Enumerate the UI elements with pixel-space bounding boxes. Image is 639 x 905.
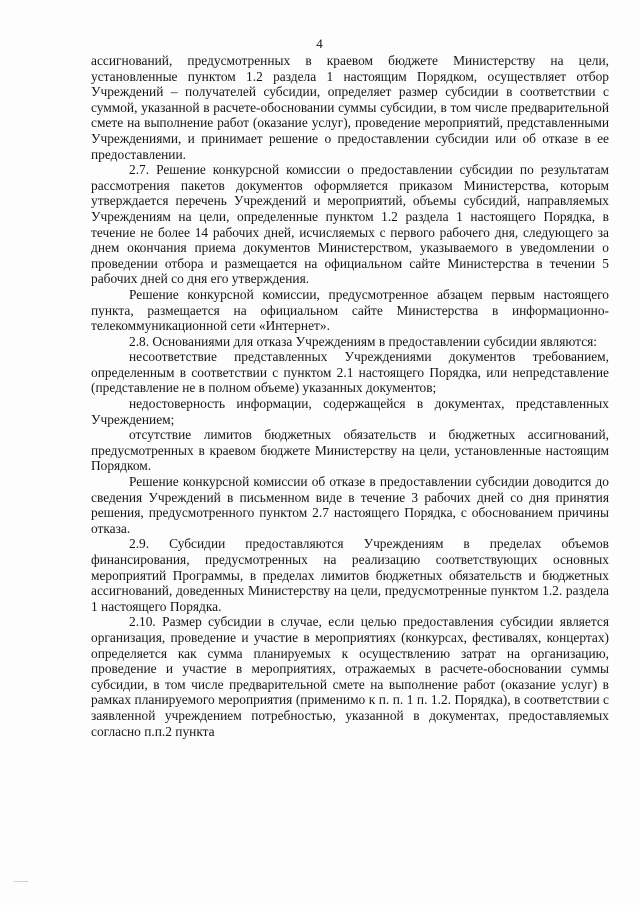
document-body: [91, 53, 609, 739]
paragraph-2-10: 2.10. Размер субсидии в случае, если целью предоставления субсидии является организация, проведение и участие в мероприятиях (конкурсах, фестивалях, концертах) определяется как сумма планируемых к осуществлению затрат на организацию, проведение и участие в мероприятиях, отражаемых в расчете-обосновании суммы субсидии, в том числе предварительной смете на выполнение работ (оказание услуг) в рамках планируемого мероприятия (применимо к п. п. 1 п. 1.2. Порядка), в соответствии с заявленной учреждением потребностью, указанной в документах, предоставляемых согласно п.п.2 пункта: [91, 614, 609, 739]
paragraph-2-9: 2.9. Субсидии предоставляются Учреждениям в пределах объемов финансирования, предусмотренных на реализацию соответствующих основных мероприятий Программы, в пределах лимитов бюджетных обязательств и бюджетных ассигнований, доведенных Министерству на цели, предусмотренные пунктом 1.2. раздела 1 настоящего Порядка.: [91, 536, 609, 614]
paragraph-2-7-publication: Решение конкурсной комиссии, предусмотренное абзацем первым настоящего пункта, размещается на официальном сайте Министерства в информационно-телекоммуникационной сети «Интернет».: [91, 286, 609, 334]
paragraph-2-7: 2.7. Решение конкурсной комиссии о предоставлении субсидии по результатам рассмотрения пакетов документов оформляется приказом Министерства, которым утверждается перечень Учреждений и мероприятий, объемы субсидий, направляемых Учреждениям на цели, определенные пунктом 1.2 раздела 1 настоящего Порядка, в течение не более 14 рабочих дней, исчисляемых с первого рабочего дня, следующего за днем окончания приема документов Министерством, указываемого в уведомлении о проведении отбора и размещается на официальном сайте Министерства в течении 5 рабочих дней со дня его утверждения.: [91, 162, 609, 287]
paragraph-continuation: ассигнований, предусмотренных в краевом бюджете Министерству на цели, установленные пунктом 1.2 раздела 1 настоящим Порядком, осуществляет отбор Учреждений – получателей субсидии, определяет размер субсидии в соответствии с суммой, указанной в расчете-обосновании суммы субсидии, в том числе предварительной смете на выполнение работ (оказание услуг), проведение мероприятий, представленными Учреждениями, и принимает решение о предоставлении субсидии или об отказе в ее предоставлении.: [91, 53, 609, 162]
paragraph-2-8: 2.8. Основаниями для отказа Учреждениям в предоставлении субсидии являются:: [129, 333, 598, 349]
paragraph-2-8-reason-3: отсутствие лимитов бюджетных обязательств и бюджетных ассигнований, предусмотренных в краевом бюджете Министерству на цели, установленные настоящим Порядком.: [91, 427, 609, 474]
paragraph-2-8-reason-1: несоответствие представленных Учреждениями документов требованием, определенным в соответствии с пунктом 2.1 настоящего Порядка, или непредставление (представление не в полном объеме) указанных документов;: [91, 349, 609, 396]
scan-artifact-mark: [14, 881, 28, 885]
page-number: 4: [316, 36, 323, 51]
paragraph-2-8-reason-2: недостоверность информации, содержащейся в документах, представленных Учреждением;: [91, 396, 609, 427]
paragraph-2-8-notification: Решение конкурсной комиссии об отказе в предоставлении субсидии доводится до сведения Учреждений в письменном виде в течение 3 рабочих дней со дня принятия решения, предусмотренного пунктом 2.7 настоящего Порядка, с обоснованием причины отказа.: [91, 474, 609, 536]
